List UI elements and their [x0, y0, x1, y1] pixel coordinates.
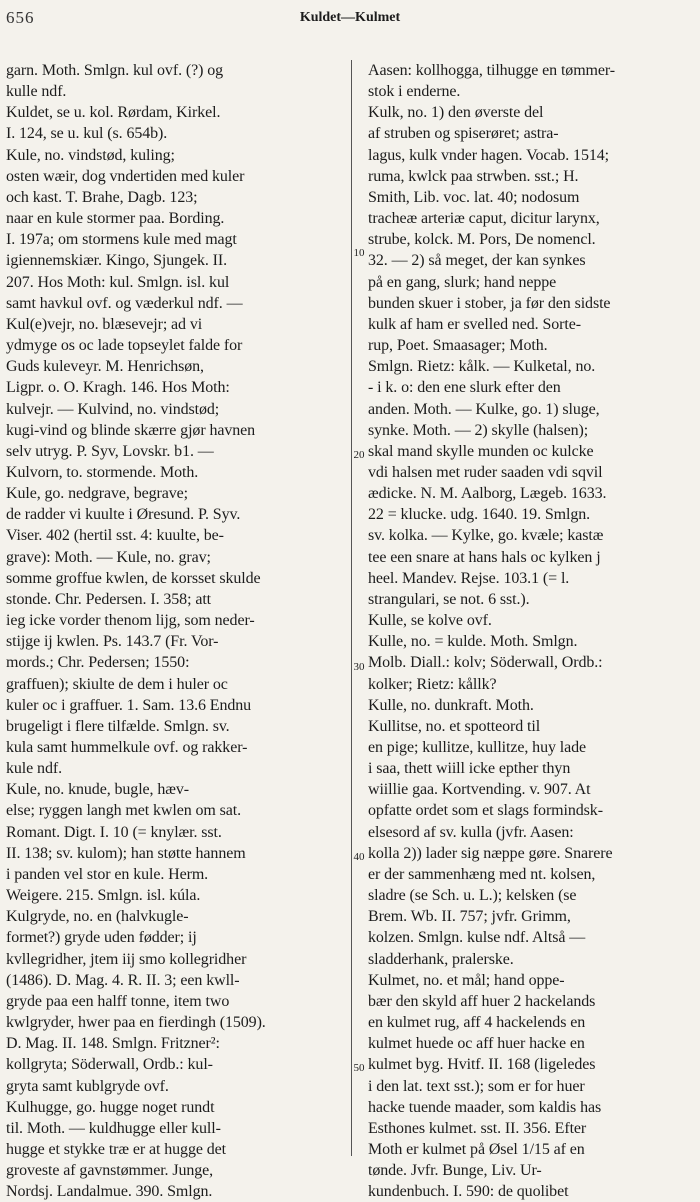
text-line: Molb. Diall.: kolv; Söderwall, Ordb.:	[368, 654, 603, 672]
text-line: kolla 2)) lader sig næppe gøre. Snarere	[368, 844, 613, 862]
line-number: 20	[353, 449, 365, 461]
text-line: 32. — 2) så meget, der kan synkes	[368, 252, 586, 270]
text-line: 22 = klucke. udg. 1640. 19. Smlgn.	[368, 506, 591, 524]
text-line: på en gang, slurk; hand neppe	[368, 273, 557, 291]
text-line: sv. kolka. — Kylke, go. kvæle; kastæ	[368, 527, 604, 545]
text-line: samt havkul ovf. og væderkul ndf. —	[6, 294, 243, 312]
left-column	[6, 60, 342, 1202]
text-line: Kulhugge, go. hugge noget rundt	[6, 1098, 215, 1116]
text-line: Kulgryde, no. en (halvkugle-	[6, 908, 189, 926]
text-line: kollgryta; Söderwall, Ordb.: kul-	[6, 1056, 213, 1074]
line-number: 10	[353, 247, 365, 259]
text-line: formet?) gryde uden fødder; ij	[6, 929, 197, 947]
text-line: Smlgn. Rietz: kålk. — Kulketal, no.	[368, 358, 596, 376]
text-line: kulle ndf.	[6, 83, 67, 101]
text-line: til. Moth. — kuldhugge eller kull-	[6, 1119, 221, 1137]
text-line: Kule, no. knude, bugle, hæv-	[6, 781, 189, 799]
text-line: groveste af gavnstømmer. Junge,	[6, 1162, 214, 1180]
line-number: 30	[353, 661, 365, 673]
text-line: kuler oc i graffuer. 1. Sam. 13.6 Endnu	[6, 696, 252, 714]
text-line: ieg icke vorder thenom lijg, som neder-	[6, 612, 255, 630]
text-line: Kulle, se kolve ovf.	[368, 612, 492, 630]
text-line: Kule, go. nedgrave, begrave;	[6, 485, 189, 503]
text-line: - i k. o: den ene slurk efter den	[368, 379, 561, 397]
text-line: 207. Hos Moth: kul. Smlgn. isl. kul	[6, 273, 230, 291]
running-head: Kuldet—Kulmet	[299, 10, 401, 25]
text-line: Kul(e)vejr, no. blæsevejr; ad vi	[6, 315, 203, 333]
right-column	[368, 60, 694, 1202]
text-line: tønde. Jvfr. Bunge, Liv. Ur-	[368, 1162, 542, 1180]
text-line: vdi halsen met ruder saaden vdi sqvil	[368, 463, 603, 481]
text-line: Brem. Wb. II. 757; jvfr. Grimm,	[368, 908, 571, 926]
text-line: igiennemskiær. Kingo, Sjungek. II.	[6, 252, 228, 270]
text-line: D. Mag. II. 148. Smlgn. Fritzner²:	[6, 1035, 220, 1053]
text-line: sladderhank, pralerske.	[368, 950, 514, 968]
text-line: kugi-vind og blinde skærre gjør havnen	[6, 421, 256, 439]
text-line: hugge et stykke træ er at hugge det	[6, 1140, 226, 1158]
text-line: II. 138; sv. kulom); han støtte hannem	[6, 844, 246, 862]
text-line: kule ndf.	[6, 760, 62, 778]
text-line: kulk af ham er svelled ned. Sorte-	[368, 315, 581, 333]
text-line: Moth er kulmet på Øsel 1/15 af en	[368, 1140, 585, 1158]
text-line: ædicke. N. M. Aalborg, Lægeb. 1633.	[368, 485, 607, 503]
text-line: Kullitse, no. et spotteord til	[368, 717, 541, 735]
text-line: och kast. T. Brahe, Dagb. 123;	[6, 188, 198, 206]
text-line: Kulle, no. = kulde. Moth. Smlgn.	[368, 633, 578, 651]
text-line: i saa, thett wiill icke epther thyn	[368, 760, 571, 778]
text-line: Kulmet, no. et mål; hand oppe-	[368, 971, 565, 989]
text-line: I. 197a; om stormens kule med magt	[6, 231, 237, 249]
text-line: rup, Poet. Smaasager; Moth.	[368, 337, 548, 355]
text-line: strube, kolck. M. Pors, De nomencl.	[368, 231, 596, 249]
text-line: kulvejr. — Kulvind, no. vindstød;	[6, 400, 220, 418]
text-line: stok i enderne.	[368, 83, 461, 101]
text-line: I. 124, se u. kul (s. 654b).	[6, 125, 168, 143]
text-line: else; ryggen langh met kwlen om sat.	[6, 802, 242, 820]
text-line: mords.; Chr. Pedersen; 1550:	[6, 654, 190, 672]
text-line: Viser. 402 (hertil sst. 4: kuulte, be-	[6, 527, 224, 545]
text-line: Kuldet, se u. kol. Rørdam, Kirkel.	[6, 104, 221, 122]
text-line: kolzen. Smlgn. kulse ndf. Altså —	[368, 929, 586, 947]
text-line: brugeligt i flere tilfælde. Smlgn. sv.	[6, 717, 230, 735]
text-line: strangulari, se not. 6 sst.).	[368, 590, 530, 608]
text-line: Kulk, no. 1) den øverste del	[368, 104, 544, 122]
text-line: Kulle, no. dunkraft. Moth.	[368, 696, 534, 714]
text-line: kvllegridher, jtem iij smo kollegridher	[6, 950, 247, 968]
text-line: (1486). D. Mag. 4. R. II. 3; een kwll-	[6, 971, 240, 989]
text-line: er der sammenhæng med nt. kolsen,	[368, 865, 596, 883]
line-number: 50	[353, 1062, 365, 1074]
text-line: tracheæ arteriæ caput, dicitur larynx,	[368, 210, 600, 228]
text-line: Ligpr. o. O. Kragh. 146. Hos Moth:	[6, 379, 230, 397]
text-line: kolker; Rietz: kållk?	[368, 675, 497, 693]
text-line: Guds kuleveyr. M. Henrichsøn,	[6, 358, 204, 376]
text-line: de radder vi kuulte i Øresund. P. Syv.	[6, 506, 241, 524]
text-line: en pige; kullitze, kullitze, huy lade	[368, 739, 587, 756]
text-line: skal mand skylle munden oc kulcke	[368, 442, 594, 460]
text-line: i panden vel stor en kule. Herm.	[6, 865, 209, 883]
text-line: kula samt hummelkule ovf. og rakker-	[6, 739, 248, 756]
text-line: bær den skyld aff huer 2 hackelands	[368, 992, 596, 1010]
line-number: 40	[353, 851, 365, 863]
text-line: elsesord af sv. kulla (jvfr. Aasen:	[368, 823, 574, 841]
text-line: sladre (se Sch. u. L.); kelsken (se	[368, 887, 577, 905]
text-line: gryde paa een halff tonne, item two	[6, 992, 230, 1010]
text-line: synke. Moth. — 2) skylle (halsen);	[368, 421, 589, 439]
text-line: lagus, kulk vnder hagen. Vocab. 1514;	[368, 146, 610, 164]
text-line: somme groffue kwlen, de korsset skulde	[6, 569, 261, 587]
text-line: ruma, kwlck paa strwben. sst.; H.	[368, 167, 579, 185]
text-line: heel. Mandev. Rejse. 103.1 (= l.	[368, 569, 570, 587]
text-line: Kulvorn, to. stormende. Moth.	[6, 463, 199, 481]
text-line: grave): Moth. — Kule, no. grav;	[6, 548, 211, 566]
text-line: graffuen); skiulte de dem i huler oc	[6, 675, 228, 693]
text-line: tee een snare at hans hals oc kylken j	[368, 548, 601, 566]
text-line: Smith, Lib. voc. lat. 40; nodosum	[368, 188, 580, 206]
text-line: selv utryg. P. Syv, Lovskr. b1. —	[6, 442, 214, 460]
text-line: naar en kule stormer paa. Bording.	[6, 210, 225, 228]
text-line: opfatte ordet som et slags formindsk-	[368, 802, 603, 820]
text-line: Romant. Digt. I. 10 (= knylær. sst.	[6, 823, 222, 841]
text-line: wiillie gaa. Kortvending. v. 907. At	[368, 781, 591, 799]
text-line: Esthones kulmet. sst. II. 356. Efter	[368, 1119, 587, 1137]
column-divider	[351, 60, 352, 1156]
text-line: en kulmet rug, aff 4 hackelends en	[368, 1014, 586, 1032]
text-line: anden. Moth. — Kulke, go. 1) sluge,	[368, 400, 600, 418]
text-line: af struben og spiserøret; astra-	[368, 125, 559, 143]
text-line: Weigere. 215. Smlgn. isl. kúla.	[6, 887, 201, 905]
text-line: stijge ij kwlen. Ps. 143.7 (Fr. Vor-	[6, 633, 219, 651]
text-line: kulmet huede oc aff huer hacke en	[368, 1035, 585, 1053]
page-header	[0, 4, 700, 30]
text-line: hacke tuende maader, som kaldis has	[368, 1098, 602, 1116]
text-line: osten wæir, dog vndertiden med kuler	[6, 167, 245, 185]
text-line: Kule, no. vindstød, kuling;	[6, 146, 175, 164]
text-line: bunden skuer i stober, ja før den sidste	[368, 294, 611, 312]
text-line: gryta samt kublgryde ovf.	[6, 1077, 169, 1095]
text-line: kwlgryder, hwer paa en fierdingh (1509).	[6, 1014, 266, 1032]
text-line: kulmet byg. Hvitf. II. 168 (ligeledes	[368, 1056, 596, 1074]
text-line: garn. Moth. Smlgn. kul ovf. (?) og	[6, 62, 224, 79]
text-line: Nordsj. Landalmue. 390. Smlgn.	[6, 1183, 213, 1201]
text-line: Aasen: kollhogga, tilhugge en tømmer-	[368, 62, 616, 79]
text-line: i den lat. text sst.); som er for huer	[368, 1077, 585, 1095]
page-number: 656	[6, 8, 35, 27]
text-line: ydmyge os oc lade topseylet falde for	[6, 337, 243, 355]
text-line: stonde. Chr. Pedersen. I. 358; att	[6, 590, 212, 608]
text-line: kundenbuch. I. 590: de quolibet	[368, 1183, 569, 1201]
